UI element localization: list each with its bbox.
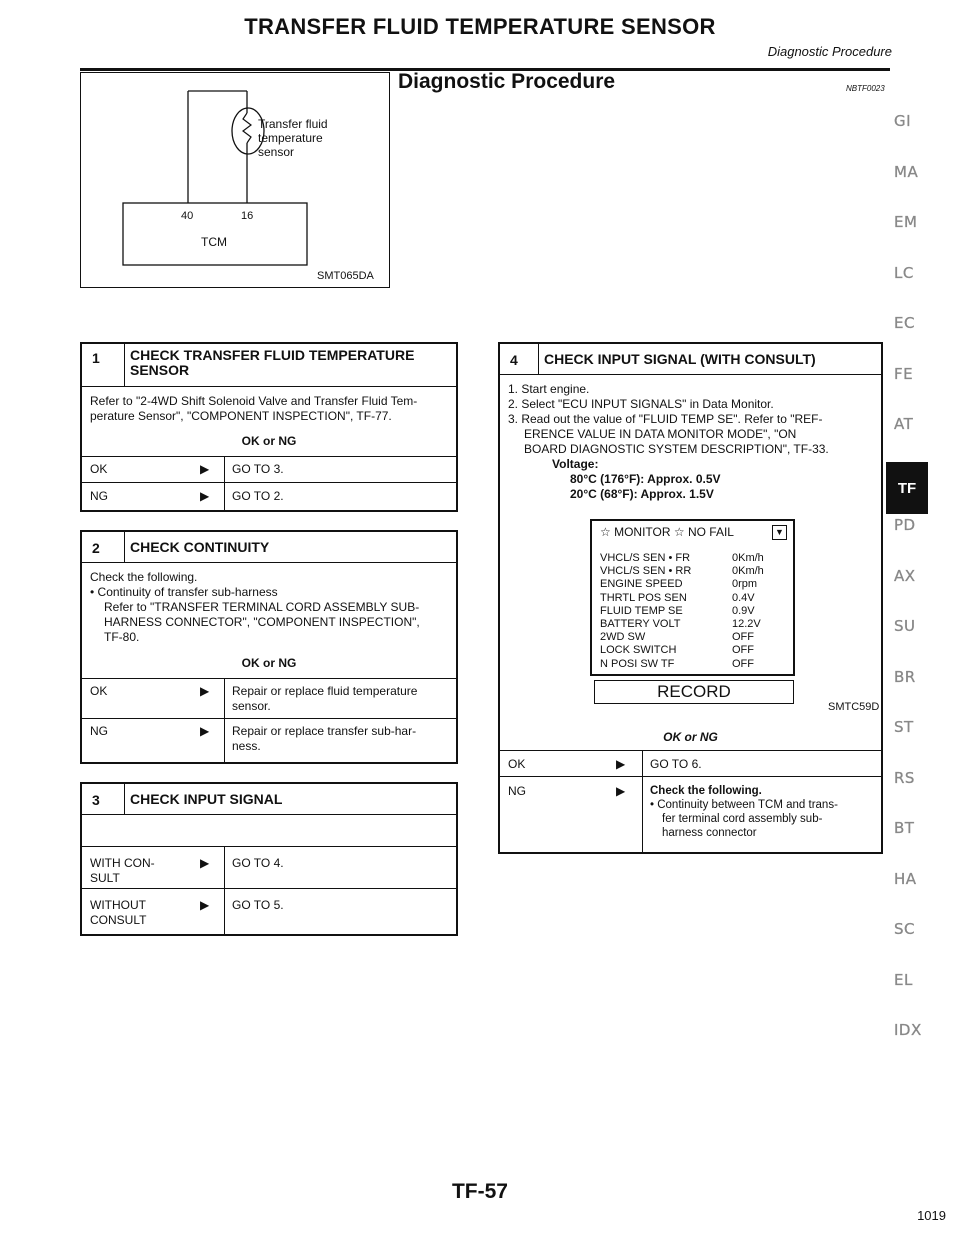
tcm-label: TCM [201,235,227,249]
figure-id: SMTC59D [828,701,880,713]
sheet-number: 1019 [917,1208,946,1223]
wiring-diagram-svg [81,73,391,289]
ok-or-ng: OK or NG [241,434,297,448]
figure-id: SMT065DA [317,270,374,282]
section-title: Diagnostic Procedure [398,70,616,93]
sensor-label: Transfer fluid temperature sensor [258,117,328,159]
arrow-icon: ▶ [200,898,210,912]
ng-label: NG [90,724,108,738]
arrow-icon: ▶ [200,462,210,476]
step-2-box [80,530,458,764]
ok-action: GO TO 6. [650,757,702,771]
monitor-item-value: 0Km/h [732,565,764,578]
arrow-icon: ▶ [200,489,210,503]
tab-idx[interactable]: IDX [894,1021,922,1039]
tab-sc[interactable]: SC [894,920,915,938]
tab-rs[interactable]: RS [894,768,915,787]
tab-el[interactable]: EL [894,970,913,989]
step-body: 1. Start engine. 2. Select "ECU INPUT SIGNALS" in Data Monitor. 3. Read out the value of "FLUID TEMP SE". Refer to "REF- ERENCE VALUE IN DATA MONITOR MODE", "ON BOARD DIAGNOSTIC SYSTEM DESCRIPTION", TF-33. Voltage: 80°C (176°F): Approx. 0.5V 20°C (68°F): Approx. 1.5V [508,382,829,501]
ok-label: OK [90,462,108,476]
step-heading: CHECK INPUT SIGNAL (WITH CONSULT) [544,351,816,367]
record-button: RECORD [594,680,794,704]
monitor-item-value: 0Km/h [732,552,764,564]
option-with-consult: WITH CON- SULT [90,856,155,885]
step-number: 3 [92,792,100,808]
monitor-item-value: 12.2V [732,618,761,630]
ng-label: NG [90,489,108,503]
ok-or-ng: OK or NG [663,730,718,744]
monitor-item-name: THRTL POS SEN [600,591,687,604]
step-heading: CHECK TRANSFER FLUID TEMPERATURE SENSOR [130,347,415,378]
ng-action: Repair or replace transfer sub-har- ness. [232,724,417,753]
ok-action: GO TO 3. [232,462,284,476]
tab-ax[interactable]: AX [894,566,916,585]
ng-label: NG [508,784,526,798]
pin-40-label: 40 [181,210,194,222]
tab-st[interactable]: ST [894,718,914,736]
wiring-diagram [80,72,390,288]
step-number: 2 [92,540,100,556]
tab-ec[interactable]: EC [894,314,915,332]
monitor-item-name: BATTERY VOLT [600,618,681,630]
step-1-box [80,342,458,512]
option-with-consult-action: GO TO 4. [232,856,284,870]
tab-bt[interactable]: BT [894,819,915,837]
tab-ma[interactable]: MA [894,162,919,181]
monitor-item-name: LOCK SWITCH [600,644,677,657]
tab-gi[interactable]: GI [894,112,912,130]
option-without-consult-action: GO TO 5. [232,898,284,912]
arrow-icon: ▶ [200,724,210,738]
step-body: Refer to "2-4WD Shift Solenoid Valve and Transfer Fluid Tem- perature Sensor", "COMPONENT INSPECTION", TF-77. [90,394,418,423]
monitor-item-value: 0rpm [732,578,758,591]
arrow-icon: ▶ [200,684,210,698]
tab-at[interactable]: AT [894,415,914,433]
monitor-item-name: ENGINE SPEED [600,578,683,591]
option-without-consult: WITHOUT CONSULT [90,898,147,927]
monitor-item-name: FLUID TEMP SE [600,604,683,617]
tab-fe[interactable]: FE [894,364,914,383]
ok-label: OK [508,757,526,771]
tab-lc[interactable]: LC [894,263,914,282]
ok-or-ng: OK or NG [241,656,297,670]
monitor-item-value: 0.9V [732,604,755,617]
tab-su[interactable]: SU [894,617,916,635]
tab-em[interactable]: EM [894,213,918,231]
ok-action: Repair or replace fluid temperature sensor. [232,684,418,713]
monitor-item-value: 0.4V [732,591,755,604]
monitor-item-value: OFF [732,644,754,657]
tab-tf-active[interactable]: TF [886,462,928,514]
step-3-box [80,782,458,936]
monitor-item-name: 2WD SW [600,631,646,644]
page-title: TRANSFER FLUID TEMPERATURE SENSOR [244,14,716,39]
ok-label: OK [90,684,108,698]
tab-pd[interactable]: PD [894,516,916,534]
pin-16-label: 16 [241,210,254,222]
monitor-title: ☆ MONITOR ☆ NO FAIL [600,525,734,539]
ng-action: GO TO 2. [232,489,284,503]
header-section-label: Diagnostic Procedure [767,44,892,59]
page-number: TF-57 [451,1180,508,1203]
thermistor-icon [243,113,251,143]
arrow-icon: ▶ [200,856,210,870]
monitor-item-name: VHCL/S SEN • RR [600,565,692,578]
monitor-item-name: N POSI SW TF [600,657,675,670]
tab-ha[interactable]: HA [894,869,917,888]
monitor-item-value: OFF [732,657,754,670]
scroll-down-icon: ▼ [772,525,787,540]
tab-br[interactable]: BR [894,667,916,686]
ng-action: Check the following. • Continuity between TCM and trans- fer terminal cord assembly sub- harness connector [650,785,838,839]
step-number: 1 [92,350,100,366]
step-body: Check the following. • Continuity of transfer sub-harness Refer to "TRANSFER TERMINAL CORD ASSEMBLY SUB- HARNESS CONNECTOR", "COMPONENT INSPECTION", TF-80. [90,570,420,644]
arrow-icon: ▶ [616,757,626,771]
arrow-icon: ▶ [616,784,626,798]
data-monitor-screen [590,519,795,676]
step-heading: CHECK INPUT SIGNAL [130,791,283,807]
document-code: NBTF0023 [846,84,885,93]
step-heading: CHECK CONTINUITY [130,539,270,555]
monitor-item-name: VHCL/S SEN • FR [600,552,691,564]
monitor-item-value: OFF [732,631,754,644]
step-number: 4 [510,352,518,368]
tcm-box [123,203,307,265]
